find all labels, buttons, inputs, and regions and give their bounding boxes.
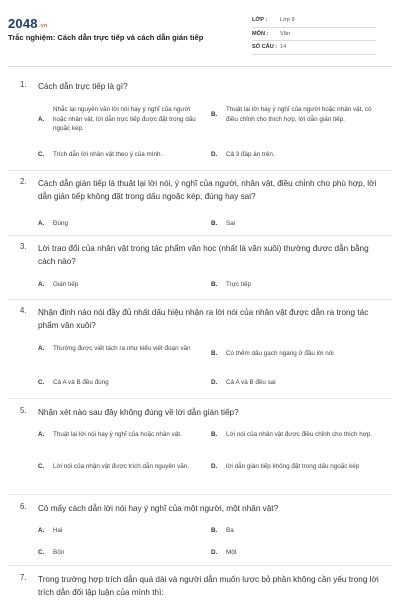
question-number: 2. — [20, 177, 27, 186]
question-number: 6. — [20, 502, 27, 511]
option-text: Lời nói của nhân vật được điều chỉnh cho thích hợp. — [226, 431, 373, 438]
question-divider — [8, 398, 392, 399]
question-number: 5. — [20, 406, 27, 415]
meta-row-subject — [252, 28, 376, 42]
option-a[interactable] — [38, 280, 203, 290]
quiz-meta — [252, 14, 376, 55]
meta-row-count — [252, 41, 376, 55]
option-letter: C. — [38, 549, 45, 557]
option-text: Cả A và B đều sai — [226, 379, 276, 386]
meta-label: LỚP : — [252, 17, 268, 24]
option-text: Trực tiếp — [226, 281, 251, 288]
option-text: Thuật lại lời hay ý nghĩ của người hoặc nhân vật, có điều chỉnh cho thích hợp, lời dẫn gián tiếp. — [226, 106, 372, 123]
meta-value: 14 — [280, 44, 287, 51]
question-divider — [8, 299, 392, 300]
option-text: Gián tiếp — [53, 281, 79, 288]
option-letter: D. — [211, 379, 218, 387]
option-d[interactable] — [211, 462, 376, 472]
option-letter: B. — [211, 281, 218, 289]
option-b[interactable] — [211, 219, 376, 229]
option-a[interactable] — [38, 219, 203, 229]
question-text: Cách dẫn gián tiếp là thuật lại lời nói, ý nghĩ của người, nhân vật, điều chỉnh cho phù hợp, lời dẫn gián tiếp không đặt trong dấu ngoặc kép, đúng hay sai? — [38, 179, 377, 201]
question-text: Có mấy cách dẫn lời nói hay ý nghĩ của một người, một nhân vật? — [38, 504, 279, 513]
meta-value: Văn — [280, 30, 290, 37]
question-divider — [8, 235, 392, 236]
quiz-title: Trắc nghiệm: Cách dẫn trực tiếp và cách dẫn gián tiếp — [8, 33, 204, 42]
option-text: Có thêm dấu gạch ngang ở đầu lời nói — [226, 350, 334, 357]
option-text: Thường được viết tách ra như kiểu viết đoạn văn — [53, 345, 191, 352]
meta-value: Lớp 9 — [280, 17, 295, 24]
option-text: Trích dẫn lời nhân vật theo ý của mình. — [53, 151, 163, 158]
option-a[interactable] — [38, 105, 198, 134]
option-text: Sai — [226, 220, 236, 227]
option-text: Bốn — [53, 549, 65, 556]
option-letter: D. — [211, 463, 218, 471]
logo-suffix: .vn — [38, 23, 48, 29]
meta-row-class — [252, 14, 376, 28]
option-a[interactable] — [38, 430, 203, 440]
option-letter: A. — [38, 115, 45, 123]
option-text: Đúng — [53, 220, 69, 227]
option-b[interactable] — [211, 526, 376, 536]
question-number: 4. — [20, 306, 27, 315]
option-a[interactable] — [38, 526, 203, 536]
option-b[interactable] — [211, 430, 376, 440]
header-divider — [8, 66, 392, 67]
option-c[interactable] — [38, 150, 203, 160]
question-number: 1. — [20, 80, 27, 89]
option-c[interactable] — [38, 462, 203, 472]
option-text: Nhắc lại nguyên văn lời nói hay ý nghĩ của người hoặc nhân vật, lời dẫn trực tiếp được đặt trong dấu ngoặc kép. — [53, 106, 196, 132]
option-letter: A. — [38, 431, 45, 439]
question-divider — [8, 170, 392, 171]
question-text: Nhận định nào nói đầy đủ nhất dấu hiệu nhận ra lời nói của nhân vật được dẫn ra trong tác phẩm văn xuôi? — [38, 308, 369, 330]
option-letter: B. — [211, 350, 218, 358]
option-text: Hai — [53, 527, 63, 534]
option-letter: A. — [38, 527, 45, 535]
option-text: Thuật lại lời nói hay ý nghĩ của hoặc nhân vật. — [53, 431, 182, 438]
option-text: Cả A và B đều đúng — [53, 379, 109, 386]
option-text: Ba — [226, 527, 234, 534]
option-letter: C. — [38, 151, 45, 159]
option-letter: B. — [211, 527, 218, 535]
option-letter: D. — [211, 151, 218, 159]
option-letter: B. — [211, 220, 218, 228]
question-divider — [8, 494, 392, 495]
option-b[interactable] — [211, 349, 376, 359]
option-letter: B. — [211, 111, 218, 118]
option-letter: C. — [38, 463, 45, 471]
logo-text: 2048 — [8, 16, 38, 31]
option-d[interactable] — [211, 150, 376, 160]
option-text: lời dẫn gián tiếp không đặt trong dấu ngoặc kép — [226, 463, 360, 470]
option-letter: C. — [38, 379, 45, 387]
option-letter: B. — [211, 431, 218, 439]
option-b[interactable] — [211, 105, 376, 124]
option-text: Cả 3 đáp án trên. — [226, 151, 275, 158]
option-d[interactable] — [211, 548, 376, 558]
option-letter: A. — [38, 220, 45, 228]
question-text: Cách dẫn trực tiếp là gì? — [38, 82, 128, 91]
option-text: Lời nói của nhận vật được trích dẫn nguyên văn. — [53, 463, 190, 470]
meta-label: MÔN : — [252, 30, 269, 37]
meta-label: SỐ CÂU : — [252, 44, 278, 51]
option-d[interactable] — [211, 378, 376, 388]
question-text: Lời trao đổi của nhân vật trong tác phẩm văn học (nhất là văn xuôi) thường được dẫn bằng cách nào? — [38, 244, 369, 266]
question-text: Trong trường hợp trích dẫn quá dài và người dẫn muốn lược bỏ phần không cần yếu trong lời trích dẫn đối lập luận của mình thì: — [38, 575, 379, 597]
option-c[interactable] — [38, 378, 203, 388]
question-divider — [8, 565, 392, 566]
option-letter: A. — [38, 345, 45, 353]
page-header — [0, 0, 400, 66]
option-a[interactable] — [38, 344, 198, 354]
question-number: 7. — [20, 573, 27, 582]
option-b[interactable] — [211, 280, 376, 290]
option-letter: A. — [38, 281, 45, 289]
option-text: Một — [226, 549, 237, 556]
question-number: 3. — [20, 242, 27, 251]
option-letter: D. — [211, 549, 218, 557]
site-logo[interactable] — [8, 16, 47, 31]
question-text: Nhận xét nào sau đây không đúng về lời dẫn gián tiếp? — [38, 408, 239, 417]
option-c[interactable] — [38, 548, 203, 558]
